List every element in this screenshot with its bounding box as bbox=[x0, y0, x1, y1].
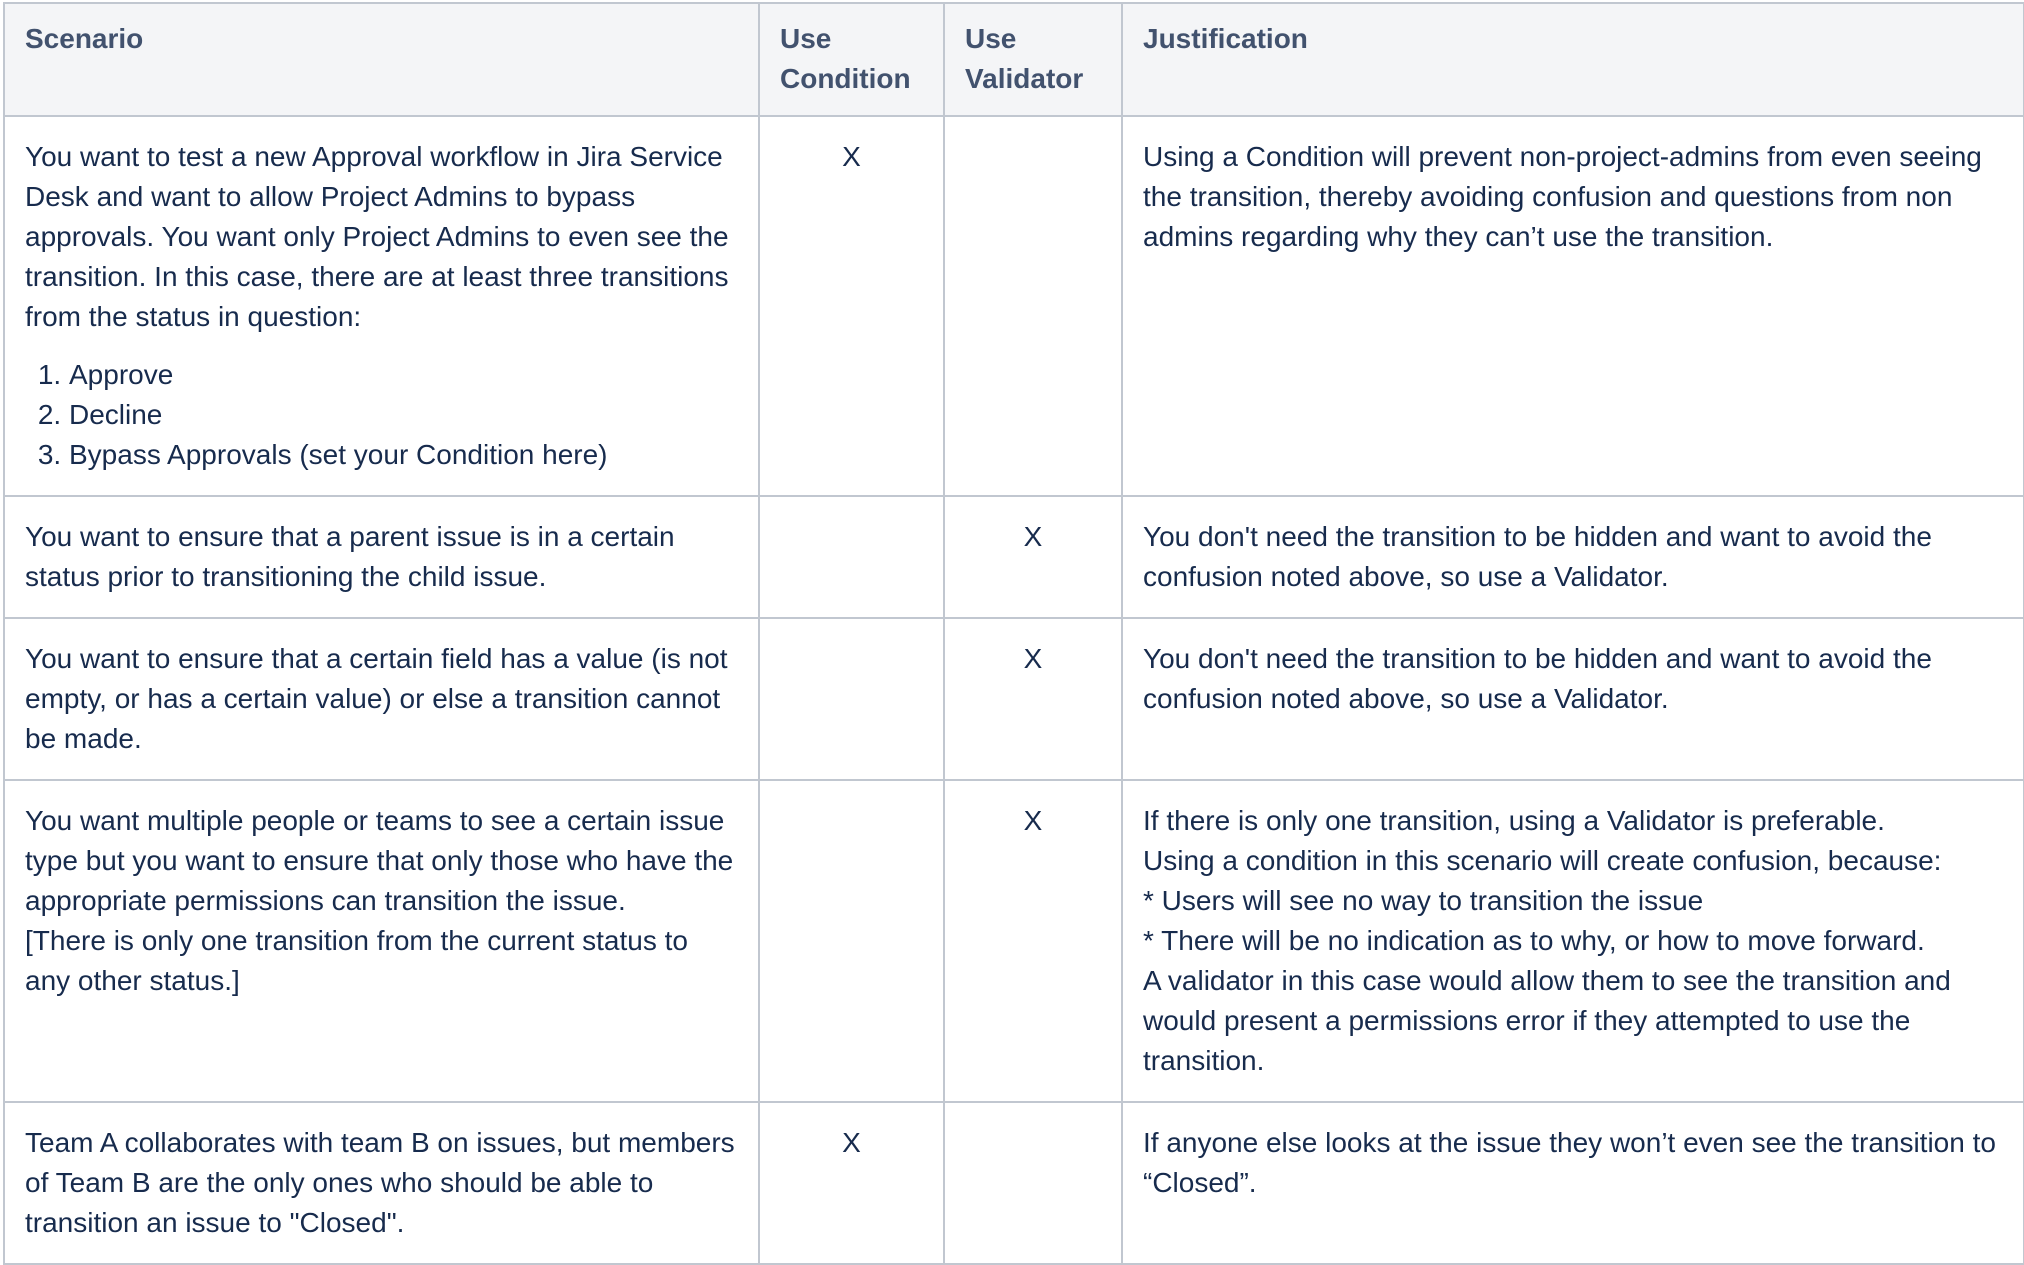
scenario-cell: You want to ensure that a parent issue is in a certain status prior to transitioning the child issue. bbox=[4, 496, 759, 618]
table-row bbox=[4, 116, 2024, 496]
justification-line: Using a condition in this scenario will create confusion, because: bbox=[1143, 845, 1942, 876]
validator-mark bbox=[944, 116, 1122, 496]
table-row bbox=[4, 780, 2024, 1102]
validator-mark: X bbox=[944, 496, 1122, 618]
scenario-cell bbox=[4, 780, 759, 1102]
table-row bbox=[4, 618, 2024, 780]
transition-list bbox=[25, 355, 738, 475]
scenario-text: You want to test a new Approval workflow in Jira Service Desk and want to allow Project Admins to bypass approvals. You want only Project Admins to even see the transition. In this case, there are at least three transitions from the status in question: bbox=[25, 141, 729, 332]
justification-cell: If anyone else looks at the issue they won’t even see the transition to “Closed”. bbox=[1122, 1102, 2024, 1264]
list-item: 3. Bypass Approvals (set your Condition here) bbox=[69, 435, 738, 475]
justification-line: * Users will see no way to transition the issue bbox=[1143, 885, 1704, 916]
comparison-table-container bbox=[3, 2, 2023, 1265]
conditions-vs-validators-table bbox=[3, 2, 2024, 1265]
condition-mark: X bbox=[759, 1102, 944, 1264]
validator-mark: X bbox=[944, 618, 1122, 780]
list-item: 2. Decline bbox=[69, 395, 738, 435]
list-item: 1. Approve bbox=[69, 355, 738, 395]
scenario-text: You want multiple people or teams to see a certain issue type but you want to ensure that only those who have the appropriate permissions can transition the issue. bbox=[25, 805, 734, 916]
header-row bbox=[4, 3, 2024, 116]
justification-line: If there is only one transition, using a Validator is preferable. bbox=[1143, 805, 1885, 836]
header-use-condition: Use Condition bbox=[759, 3, 944, 116]
scenario-note: [There is only one transition from the current status to any other status.] bbox=[25, 925, 688, 996]
table-row bbox=[4, 1102, 2024, 1264]
validator-mark bbox=[944, 1102, 1122, 1264]
header-scenario: Scenario bbox=[4, 3, 759, 116]
scenario-cell bbox=[4, 116, 759, 496]
validator-mark: X bbox=[944, 780, 1122, 1102]
justification-cell bbox=[1122, 780, 2024, 1102]
justification-cell: Using a Condition will prevent non-project-admins from even seeing the transition, thereby avoiding confusion and questions from non admins regarding why they can’t use the transition. bbox=[1122, 116, 2024, 496]
justification-line: * There will be no indication as to why, or how to move forward. bbox=[1143, 925, 1925, 956]
condition-mark bbox=[759, 780, 944, 1102]
condition-mark bbox=[759, 618, 944, 780]
header-justification: Justification bbox=[1122, 3, 2024, 116]
condition-mark bbox=[759, 496, 944, 618]
justification-line: A validator in this case would allow them to see the transition and would present a permissions error if they attempted to use the transition. bbox=[1143, 965, 1951, 1076]
scenario-cell: Team A collaborates with team B on issues, but members of Team B are the only ones who should be able to transition an issue to "Closed". bbox=[4, 1102, 759, 1264]
justification-cell: You don't need the transition to be hidden and want to avoid the confusion noted above, so use a Validator. bbox=[1122, 496, 2024, 618]
justification-cell: You don't need the transition to be hidden and want to avoid the confusion noted above, so use a Validator. bbox=[1122, 618, 2024, 780]
table-row bbox=[4, 496, 2024, 618]
condition-mark: X bbox=[759, 116, 944, 496]
header-use-validator: Use Validator bbox=[944, 3, 1122, 116]
scenario-cell: You want to ensure that a certain field has a value (is not empty, or has a certain value) or else a transition cannot be made. bbox=[4, 618, 759, 780]
